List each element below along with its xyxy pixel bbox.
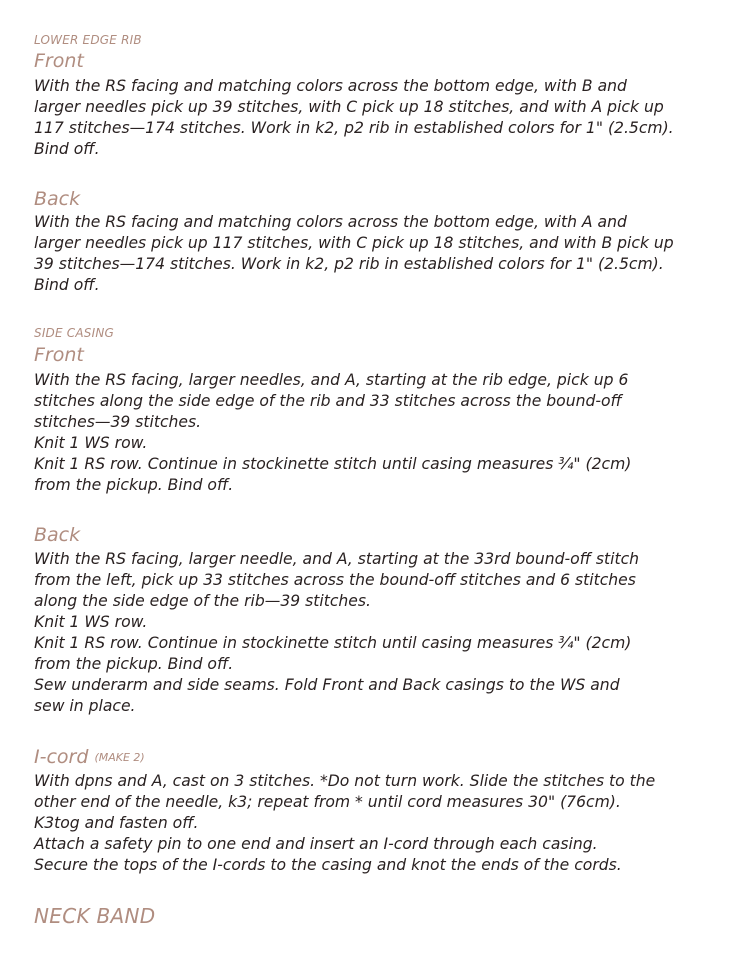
text-line: Secure the tops of the I-cords to the casing and knot the ends of the cords. (34, 856, 622, 874)
text-line: larger needles pick up 117 stitches, with C pick up 18 stitches, and with B pick up (34, 234, 674, 252)
text-line: With the RS facing and matching colors across the bottom edge, with B and (34, 77, 627, 95)
text-line: stitches along the side edge of the rib and 33 stitches across the bound-off (34, 392, 622, 410)
lower-rib-front-text (34, 76, 734, 160)
section-label-side-casing: SIDE CASING (34, 326, 115, 340)
side-casing-back-heading: Back (34, 524, 81, 546)
i-cord-title: I-cord (34, 746, 89, 768)
text-line: With the RS facing, larger needles, and A, starting at the rib edge, pick up 6 (34, 371, 629, 389)
text-line: stitches—39 stitches. (34, 413, 202, 431)
text-line: sew in place. (34, 697, 136, 715)
i-cord-note: (MAKE 2) (94, 751, 145, 764)
text-line: With the RS facing and matching colors across the bottom edge, with A and (34, 213, 627, 231)
text-line: Knit 1 RS row. Continue in stockinette stitch until casing measures ¾" (2cm) (34, 455, 632, 473)
text-line: larger needles pick up 39 stitches, with C pick up 18 stitches, and with A pick up (34, 98, 664, 116)
lower-rib-back-text (34, 212, 734, 296)
text-line: Knit 1 RS row. Continue in stockinette stitch until casing measures ¾" (2cm) (34, 634, 632, 652)
neck-band-heading: NECK BAND (34, 904, 156, 928)
text-line: Sew underarm and side seams. Fold Front and Back casings to the WS and (34, 676, 620, 694)
text-line: Knit 1 WS row. (34, 613, 148, 631)
i-cord-heading (34, 746, 145, 768)
text-line: from the pickup. Bind off. (34, 476, 234, 494)
i-cord-text (34, 771, 734, 876)
text-line: With the RS facing, larger needle, and A, starting at the 33rd bound-off stitch (34, 550, 640, 568)
lower-rib-front-heading: Front (34, 50, 84, 72)
text-line: 117 stitches—174 stitches. Work in k2, p2 rib in established colors for 1" (2.5cm). (34, 119, 674, 137)
text-line: Knit 1 WS row. (34, 434, 148, 452)
side-casing-back-text (34, 549, 734, 717)
section-label-lower-edge-rib: LOWER EDGE RIB (34, 33, 142, 47)
text-line: along the side edge of the rib—39 stitches. (34, 592, 371, 610)
text-line: 39 stitches—174 stitches. Work in k2, p2 rib in established colors for 1" (2.5cm). (34, 255, 664, 273)
text-line: With dpns and A, cast on 3 stitches. *Do not turn work. Slide the stitches to the (34, 772, 656, 790)
text-line: K3tog and fasten off. (34, 814, 199, 832)
lower-rib-back-heading: Back (34, 188, 81, 210)
text-line: Bind off. (34, 276, 100, 294)
side-casing-front-text (34, 370, 734, 496)
text-line: other end of the needle, k3; repeat from * until cord measures 30" (76cm). (34, 793, 621, 811)
text-line: Attach a safety pin to one end and insert an I-cord through each casing. (34, 835, 598, 853)
text-line: from the pickup. Bind off. (34, 655, 234, 673)
text-line: from the left, pick up 33 stitches across the bound-off stitches and 6 stitches (34, 571, 636, 589)
side-casing-front-heading: Front (34, 344, 84, 366)
text-line: Bind off. (34, 140, 100, 158)
